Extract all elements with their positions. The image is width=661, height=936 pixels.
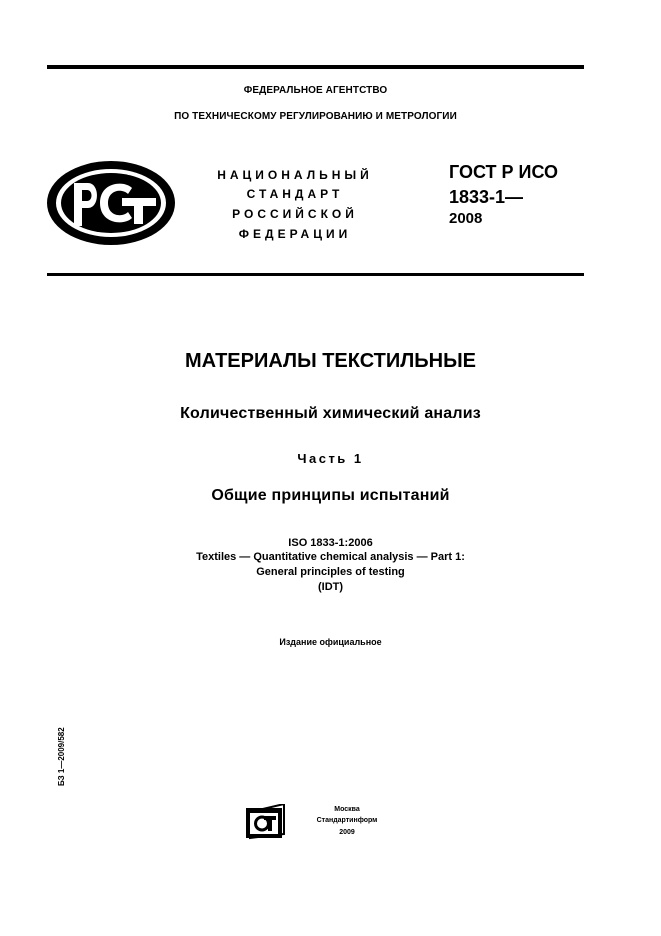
edition-note: Издание официальное <box>279 637 382 647</box>
designation-line-1: ГОСТ Р ИСО <box>449 162 559 182</box>
standard-type-line-2: СТАНДАРТ <box>246 187 344 201</box>
standard-type-line-3: РОССИЙСКОЙ <box>232 207 358 221</box>
document-subtitle: Количественный химический анализ <box>180 405 481 422</box>
publisher-name: Стандартинформ <box>316 817 378 824</box>
agency-line-1: ФЕДЕРАЛЬНОЕ АГЕНТСТВО <box>243 85 388 96</box>
document-title: МАТЕРИАЛЫ ТЕКСТИЛЬНЫЕ <box>184 350 477 372</box>
standartinform-logo-icon <box>246 804 288 840</box>
agency-line-2: ПО ТЕХНИЧЕСКОМУ РЕГУЛИРОВАНИЮ И МЕТРОЛОГИИ <box>174 111 457 122</box>
side-code: БЗ 1—2009/582 <box>57 727 66 786</box>
iso-reference-idt: (IDT) <box>317 581 344 593</box>
publisher-city: Москва <box>334 806 360 813</box>
middle-rule <box>47 273 584 276</box>
iso-reference-number: ISO 1833-1:2006 <box>288 537 373 549</box>
standard-type-line-1: НАЦИОНАЛЬНЫЙ <box>217 168 373 182</box>
iso-reference-title-1: Textiles — Quantitative chemical analysis — Part 1: <box>196 551 465 563</box>
top-rule <box>47 65 584 69</box>
standard-type-line-4: ФЕДЕРАЦИИ <box>238 227 352 241</box>
part-number: Часть 1 <box>297 451 364 466</box>
designation-line-2: 1833-1— <box>449 187 524 207</box>
iso-reference-title-2: General principles of testing <box>256 566 405 578</box>
rosstandart-pct-logo-icon <box>44 158 178 248</box>
part-title: Общие принципы испытаний <box>211 487 450 504</box>
publisher-year: 2009 <box>339 829 355 836</box>
designation-year: 2008 <box>449 210 483 227</box>
